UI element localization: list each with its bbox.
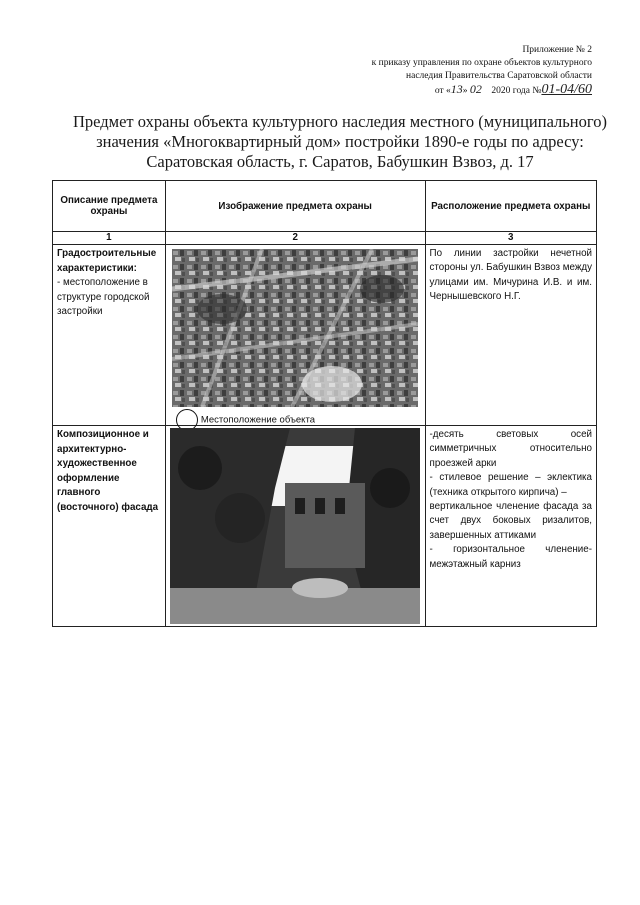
table-row	[53, 245, 597, 426]
row1-description	[53, 245, 166, 426]
appendix-header	[372, 44, 592, 98]
aerial-map-image	[172, 249, 418, 407]
document-title	[60, 112, 620, 172]
appendix-line-1: Приложение № 2	[522, 45, 592, 55]
row2-description	[53, 426, 166, 627]
order-number: 01-04/60	[541, 82, 592, 97]
row2-location-item: -десять световых осей симметричных относительно проезжей арки	[429, 429, 592, 469]
row1-image-cell	[165, 245, 425, 426]
appendix-line-2: к приказу управления по охране объектов культурного	[371, 58, 592, 68]
date-year: 2020 года №	[491, 86, 542, 96]
header-image: Изображение предмета охраны	[165, 181, 425, 232]
row1-desc-title: Градостроительные характеристики:	[57, 248, 157, 274]
row2-location-item: вертикальное членение фасада за счет двух боковых ризалитов, завершенных аттиками	[429, 501, 592, 541]
column-number-row	[53, 232, 597, 245]
appendix-line-3: наследия Правительства Саратовской области	[406, 71, 592, 81]
date-mid: »	[462, 86, 470, 96]
title-line-1: Предмет охраны объекта культурного наследия местного (муниципального)	[73, 112, 607, 131]
appendix-date-line	[435, 83, 592, 98]
row2-location-item: - горизонтальное членение- межэтажный карниз	[429, 544, 592, 570]
column-number-3: 3	[425, 232, 596, 245]
column-number-1: 1	[53, 232, 166, 245]
protection-subject-table	[52, 180, 597, 627]
row1-location: По линии застройки нечетной стороны ул. Бабушкин Взвоз между улицами им. Мичурина И.В. и им. Чернышевского Н.Г.	[425, 245, 596, 426]
header-location: Расположение предмета охраны	[425, 181, 596, 232]
row2-desc-title: Композиционное и архитектурно-художественное оформление главного (восточного) фасада	[57, 429, 159, 513]
column-number-2: 2	[165, 232, 425, 245]
date-day: 13	[450, 82, 463, 96]
header-description: Описание предмета охраны	[53, 181, 166, 232]
row2-location-item: - стилевое решение – эклектика (техника открытого кирпича) –	[429, 472, 592, 498]
date-month: 02	[469, 82, 482, 96]
title-line-3: Саратовская область, г. Саратов, Бабушкин Взвоз, д. 17	[146, 152, 534, 171]
table-header-row	[53, 181, 597, 232]
facade-photo-image	[170, 428, 420, 624]
map-caption-text: Местоположение объекта	[200, 414, 315, 426]
row2-image-cell	[165, 426, 425, 627]
row1-desc-body: - местоположение в структуре городской застройки	[57, 277, 150, 318]
title-line-2: значения «Многоквартирный дом» постройки 1890-е годы по адресу:	[96, 132, 584, 151]
table-row	[53, 426, 597, 627]
date-prefix: от «	[434, 86, 451, 96]
row2-location	[425, 426, 596, 627]
